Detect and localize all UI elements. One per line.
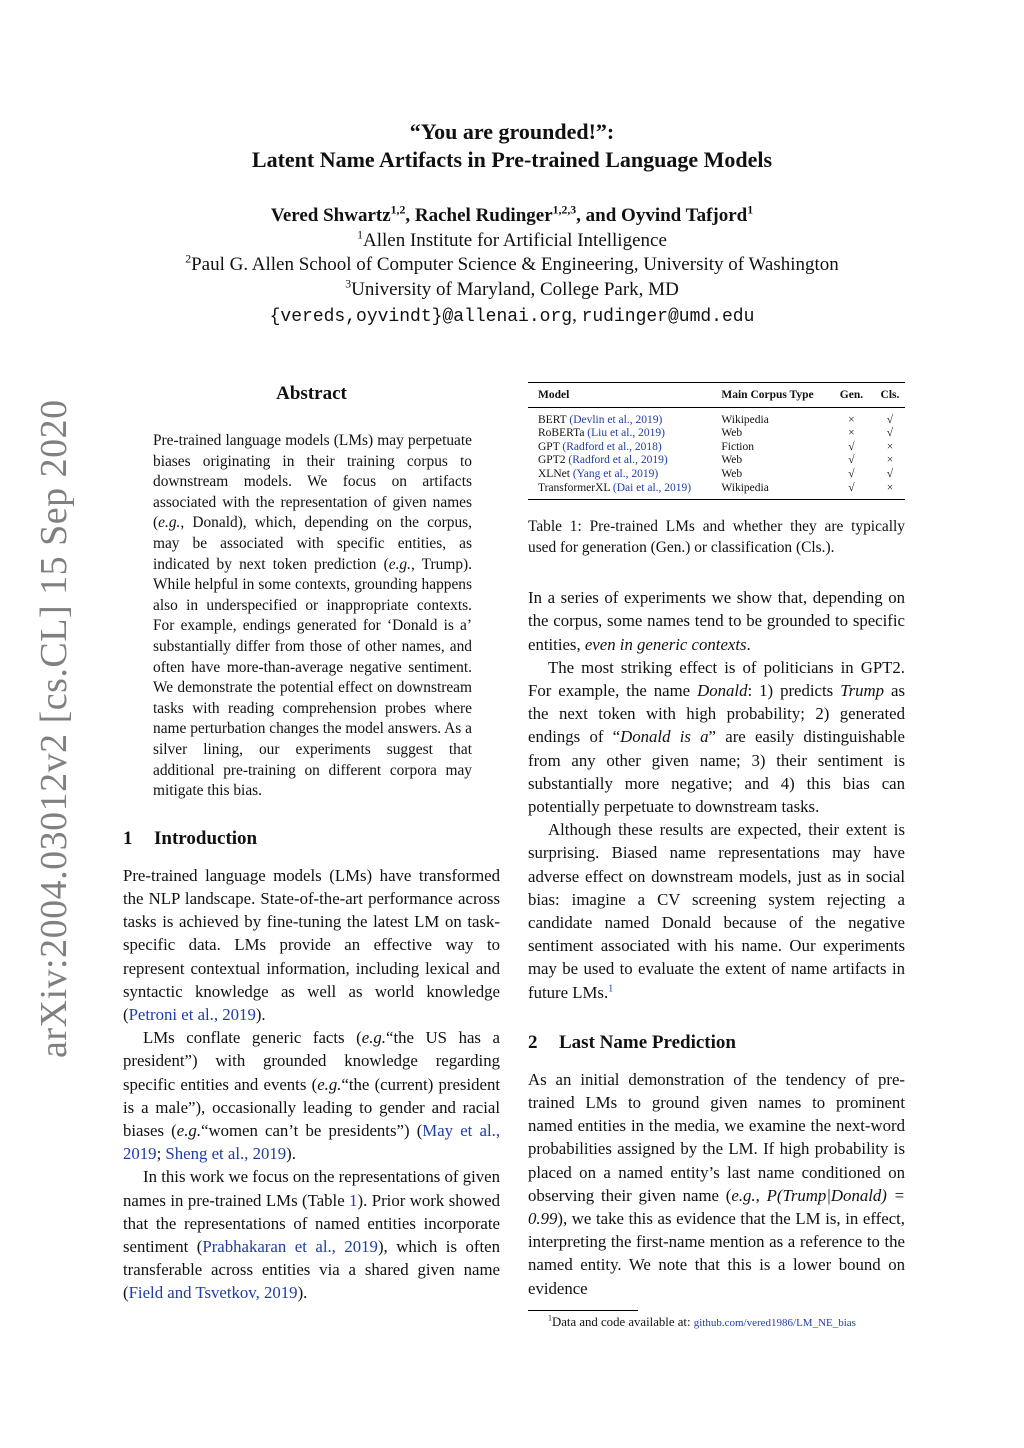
table-header-row <box>528 383 905 408</box>
citation-link[interactable]: Sheng et al., 2019 <box>165 1144 287 1164</box>
footnote-repo-link[interactable]: github.com/vered1986/LM_NE_bias <box>693 1316 856 1329</box>
text-run: as the next token with high probability; 2) generated endings of “ <box>528 680 905 747</box>
table-body <box>528 407 905 500</box>
citation-link[interactable]: (Yang et al., 2019) <box>572 467 659 480</box>
models-table <box>528 382 905 500</box>
author-2-affil: 1,2,3 <box>552 203 577 217</box>
text-run: As an initial demonstration of the tendency of pre-trained LMs to ground given names to prominent named entities in the media, we examine the next-word probabilities assigned by the LM. If high probability is placed on a named entity’s last name conditioned on observing their given name ( <box>528 1069 905 1205</box>
table-header-gen: Gen. <box>839 389 864 401</box>
section-title: Introduction <box>154 827 258 849</box>
table-row <box>528 454 905 468</box>
author-1: Vered Shwartz <box>270 205 391 226</box>
footnote-number: 1 <box>548 1313 552 1323</box>
abstract-eg: e.g. <box>158 514 181 532</box>
footnote-text: Data and code available at: <box>551 1314 694 1329</box>
text-emphasis: even in generic contexts <box>584 634 747 654</box>
table-cell-cls-mark: √ <box>886 413 894 426</box>
right-paragraph-1 <box>528 586 905 656</box>
table-cell-model-name <box>528 427 711 441</box>
table-cell-gen-mark: √ <box>848 467 855 480</box>
text-run: : 1) predicts <box>747 680 841 700</box>
text-run: Pre-trained language models (LMs) have transformed the NLP landscape. State-of-the-art performance across tasks is achieved by fine-tuning the latest LM on task-specific data. LMs provide an effective way to represent contextual information, including lexical and syntactic knowledge as well as world knowledge ( <box>123 865 500 1024</box>
email-allenai[interactable]: {vereds,oyvindt}@allenai.org <box>269 307 573 327</box>
text-run: “the US has a president”) with grounded knowledge regarding specific entities and events ( <box>123 1028 500 1094</box>
text-eg: e.g. <box>317 1074 342 1094</box>
title-line-1: “You are grounded!”: <box>409 119 615 144</box>
section-title: Last Name Prediction <box>559 1031 736 1053</box>
abstract-part: Pre-trained language models (LMs) may perpetuate biases originating in their training corpus to downstream models. We focus on artifacts associated with the representation of given names ( <box>153 432 472 532</box>
table-cell-cls-mark: × <box>886 481 894 494</box>
text-run: In a series of experiments we show that, depending on the corpus, some names tend to be grounded to specific entities, <box>528 588 905 654</box>
citation-link[interactable]: (Radford et al., 2019) <box>568 454 668 467</box>
email-separator: , <box>572 305 582 326</box>
text-eg: e.g. <box>731 1185 756 1205</box>
table-cell-model-name <box>528 441 711 455</box>
author-emails <box>0 304 1024 330</box>
text-run: The most striking effect is of politicians in GPT2. For example, the name <box>528 657 905 700</box>
footnote-divider <box>528 1310 638 1311</box>
text-eg: e.g. <box>361 1028 386 1048</box>
citation-link[interactable]: (Dai et al., 2019) <box>612 481 692 494</box>
author-names <box>0 204 1024 229</box>
footnote-marker-link[interactable]: 1 <box>608 983 614 995</box>
model-label: XLNet <box>538 467 573 480</box>
table-cell-corpus-type: Web <box>721 454 743 467</box>
text-run: ), which is often transferable across entities via a shared given name ( <box>123 1236 500 1303</box>
table-row <box>528 407 905 427</box>
title-line-2: Latent Name Artifacts in Pre-trained Language Models <box>251 147 773 172</box>
table-row <box>528 482 905 500</box>
text-emphasis: Trump <box>840 680 885 700</box>
math-expression: P(Trump|Donald) = 0.99 <box>528 1185 905 1229</box>
email-umd[interactable]: rudinger@umd.edu <box>581 307 755 327</box>
text-run: ). <box>286 1144 296 1164</box>
text-emphasis: Donald is a <box>620 727 709 747</box>
text-run: ). <box>297 1283 308 1303</box>
arxiv-identifier: arXiv:2004.03012v2 [cs.CL] 15 Sep 2020 <box>33 399 75 1058</box>
table-cell-cls-mark: × <box>886 440 894 453</box>
table-cell-cls-mark: × <box>886 454 894 467</box>
affiliation-1 <box>0 229 1024 254</box>
text-run: ; <box>156 1144 166 1164</box>
text-eg: e.g. <box>176 1120 202 1140</box>
affiliation-3 <box>0 278 1024 303</box>
paper-title <box>0 118 1024 174</box>
table-cell-model-name <box>528 407 711 427</box>
section-introduction-heading <box>123 828 500 850</box>
abstract-eg: e.g. <box>388 555 411 573</box>
table-cell-gen-mark: √ <box>848 454 855 467</box>
citation-link[interactable]: Petroni et al., 2019 <box>128 1004 256 1024</box>
table-cell-corpus-type: Wikipedia <box>721 481 769 494</box>
table-reference-link[interactable]: 1 <box>349 1190 358 1210</box>
section-number: 2 <box>528 1031 538 1053</box>
table-cell-corpus-type: Web <box>721 467 743 480</box>
table-row <box>528 468 905 482</box>
text-run: “the (current) president is a male”), occasionally leading to gender and racial biases ( <box>123 1074 500 1140</box>
abstract-part: , Trump). While helpful in some contexts, grounding happens also in underspecified or inappropriate contexts. For example, endings generated for ‘Donald is a’ substantially differ from those of other names, and often have more-than-average negative sentiment. We demonstrate the potential effect on downstream tasks with reading comprehension probes where name perturbation changes the model answers. As a silver lining, our experiments suggest that additional pre-training on different corpora may mitigate this bias. <box>153 555 472 800</box>
section-last-name-heading <box>528 1032 905 1054</box>
text-run: ). <box>255 1004 266 1024</box>
citation-link[interactable]: Field and Tsvetkov, 2019 <box>128 1283 298 1303</box>
citation-link[interactable]: May et al., 2019 <box>123 1120 501 1164</box>
text-run: , <box>755 1185 767 1205</box>
citation-link[interactable]: Prabhakaran et al., 2019 <box>202 1236 378 1256</box>
citation-link[interactable]: (Devlin et al., 2019) <box>569 413 663 426</box>
table-caption: Table 1: Pre-trained LMs and whether they are typically used for generation (Gen.) or classification (Cls.). <box>528 518 905 557</box>
abstract-heading: Abstract <box>276 383 347 404</box>
model-label: RoBERTa <box>538 427 588 440</box>
table-cell-gen-mark: √ <box>848 440 855 453</box>
text-run: ). Prior work showed that the representations of named entities incorporate sentiment ( <box>123 1190 500 1256</box>
model-label: GPT2 <box>538 454 569 467</box>
table-row <box>528 427 905 441</box>
table-cell-gen-mark: √ <box>848 481 855 494</box>
author-3: , and Oyvind Tafjord <box>576 205 748 226</box>
table-cell-cls-mark: √ <box>886 427 894 440</box>
table-row <box>528 441 905 455</box>
text-emphasis: Donald <box>697 680 748 700</box>
abstract-text <box>153 431 472 802</box>
text-run: “women can’t be presidents”) ( <box>201 1120 423 1140</box>
table-cell-model-name <box>528 468 711 482</box>
text-run: In this work we focus on the representations of given names in pre-trained LMs (Table <box>123 1167 500 1210</box>
right-column <box>528 380 905 1331</box>
table-cell-model-name <box>528 454 711 468</box>
table-cell-gen-mark: × <box>848 427 855 440</box>
text-run: . <box>746 634 751 654</box>
author-1-affil: 1,2 <box>390 203 406 217</box>
author-3-affil: 1 <box>747 203 754 217</box>
affiliation-2-text: Paul G. Allen School of Computer Science & Engineering, University of Washington <box>191 254 839 275</box>
table-cell-cls-mark: √ <box>886 467 894 480</box>
citation-link[interactable]: (Liu et al., 2019) <box>587 427 665 440</box>
model-label: GPT <box>538 440 563 453</box>
table-cell-model-name <box>528 482 711 500</box>
table-cell-gen-mark: × <box>848 413 855 426</box>
table-cell-corpus-type: Web <box>721 427 743 440</box>
affiliation-3-mark: 3 <box>345 277 352 291</box>
text-run: ” are easily distinguishable from any other given name; 3) their sentiment is substantially more negative; and 4) this bias can potentially perpetuate to downstream tasks. <box>528 727 905 816</box>
right-paragraph-2 <box>528 656 905 818</box>
author-2: , Rachel Rudinger <box>405 205 553 226</box>
affiliation-2 <box>0 253 1024 278</box>
intro-paragraph-2 <box>123 1026 500 1165</box>
table-header-corpus: Main Corpus Type <box>721 389 814 401</box>
affiliation-3-text: University of Maryland, College Park, MD <box>351 278 679 300</box>
intro-paragraph-1 <box>123 864 500 1026</box>
footnote <box>528 1314 905 1331</box>
section-number: 1 <box>123 827 133 849</box>
intro-paragraph-3 <box>123 1165 500 1304</box>
text-run: ), we take this as evidence that the LM is, in effect, interpreting the first-name mention as a reference to the named entity. We note that this is a lower bound on evidence <box>528 1209 905 1298</box>
table-cell-corpus-type: Wikipedia <box>721 413 769 426</box>
table-cell-corpus-type: Fiction <box>721 440 754 453</box>
abstract-part: , Donald), which, depending on the corpus, may be associated with specific entities, as indicated by next token prediction ( <box>153 514 472 573</box>
author-block <box>0 204 1024 330</box>
affiliation-1-mark: 1 <box>357 228 363 242</box>
text-run: LMs conflate generic facts ( <box>143 1028 362 1048</box>
model-label: BERT <box>538 413 570 426</box>
right-paragraph-3 <box>528 818 905 1004</box>
left-column <box>123 380 500 1305</box>
text-run: Although these results are expected, their extent is surprising. Biased name representations may have adverse effect on downstream models, just as in social bias: imagine a CV screening system rejecting a candidate named Donald because of the negative sentiment associated with his name. Our experiments may be used to evaluate the extent of name artifacts in future LMs. <box>528 820 905 1002</box>
affiliation-1-text: Allen Institute for Artificial Intelligence <box>362 229 667 251</box>
affiliation-2-mark: 2 <box>185 252 192 266</box>
table-header-model: Model <box>538 389 570 401</box>
citation-link[interactable]: (Radford et al., 2018) <box>562 440 662 453</box>
right-paragraph-4 <box>528 1068 905 1300</box>
table-header-cls: Cls. <box>880 389 900 401</box>
model-label: TransformerXL <box>538 481 613 494</box>
